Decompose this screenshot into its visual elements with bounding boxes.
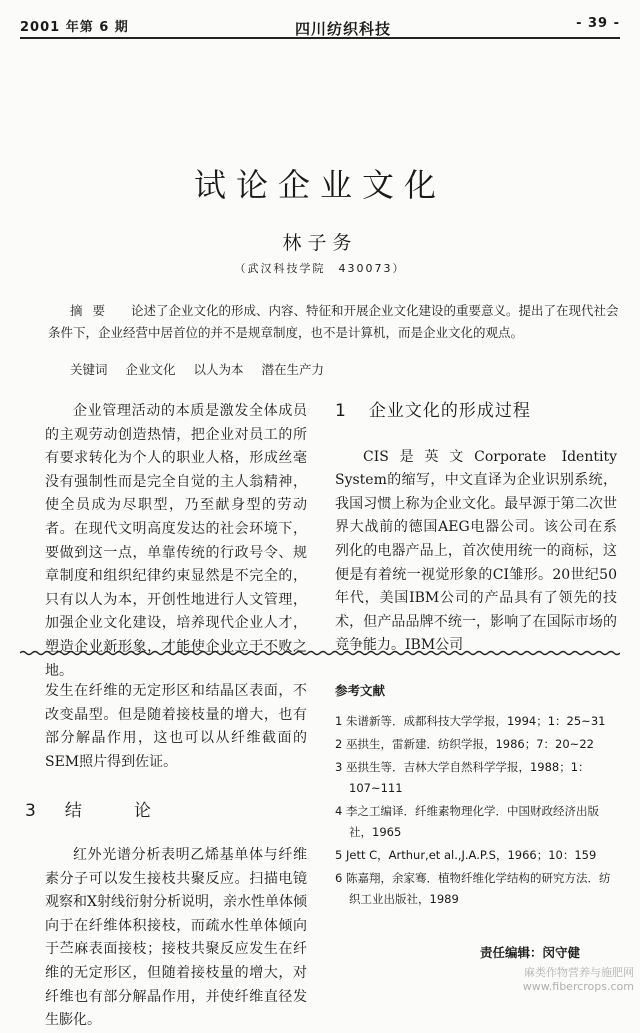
intro-column [45, 400, 307, 683]
header-rule [20, 37, 620, 39]
section1-paragraph: CIS是英文Corporate Identity System的缩写，中文直译为企业识别系统，我国习惯上称为企业文化。最早源于第二次世界大战前的德国AEG电器公司。该公司在系列化的电器产品上，首次使用统一的商标，这便是有着统一视觉形象的CI雏形。20世纪50年代，美国IBM公司的产品具有了领先的技术，但产品品牌不统一，影响了在国际市场的竞争能力。IBM公司 [335, 448, 617, 654]
keyword-item: 企业文化 [125, 362, 176, 377]
article-title: 试论企业文化 [193, 166, 446, 204]
section3-title: 结论 [64, 801, 203, 822]
author-affiliation: （武汉科技学院 430073） [234, 262, 406, 275]
watermark-line1: 麻类作物营养与施肥网 [524, 966, 634, 979]
section3-heading [25, 800, 307, 824]
references-heading: 参考文献 [335, 683, 386, 698]
prev-article-column [25, 680, 307, 1033]
section3-number: 3 [25, 801, 37, 822]
keywords [70, 360, 338, 378]
abstract-text: 论述了企业文化的形成、内容、特征和开展企业文化建设的重要意义。提出了在现代社会条件下，企业经营中居首位的并不是规章制度，也不是计算机，而是企业文化的观点。 [48, 303, 619, 340]
wavy-divider [20, 650, 620, 656]
continued-paragraph: 发生在纤维的无定形区和结晶区表面，不改变晶型。但是随着接枝量的增大，也有部分解晶作用，这也可以从纤维截面的SEM照片得到佐证。 [45, 683, 307, 770]
keyword-item: 潜在生产力 [261, 362, 325, 377]
section1-title: 企业文化的形成过程 [368, 401, 531, 421]
reference-item: 5 Jett C，Arthur,et al.,J.A.P.S，1966；10：159 [335, 848, 597, 862]
watermark-line2: www.fibercrops.com [522, 980, 634, 993]
reference-item: 2 巫拱生，雷新建．纺织学报，1986；7：20~22 [335, 737, 594, 751]
section1-number: 1 [335, 401, 347, 421]
reference-item: 4 李之工编译．纤维素物理化学．中国财政经济出版社，1965 [335, 804, 599, 839]
section1-column [335, 400, 617, 658]
abstract-label: 摘要 [70, 303, 116, 318]
keyword-item: 以人为本 [193, 362, 244, 377]
conclusion-paragraph: 红外光谱分析表明乙烯基单体与纤维素分子可以发生接枝共聚反应。扫描电镜观察和X射线衍射分析说明，亲水性单体倾向于在纤维体积接枝，而疏水性单体倾向于苎麻表面接枝；接枝共聚反应发生在纤维的无定形区，但随着接枝量的增大，对纤维也有部分解晶作用，并使纤维直径发生膨化。 [45, 846, 307, 1029]
responsible-editor: 责任编辑：闵守健 [480, 945, 581, 960]
keywords-label: 关键词 [70, 362, 108, 377]
reference-item: 3 巫拱生等．吉林大学自然科学学报，1988；1：107~111 [335, 760, 590, 795]
watermark [523, 966, 634, 994]
journal-name: 四川纺织科技 [295, 20, 392, 38]
issue-label: 2001 年第 6 期 [20, 20, 129, 35]
running-header [20, 12, 620, 36]
section1-heading [335, 400, 617, 424]
reference-item: 1 朱谱新等．成都科技大学学报，1994；1：25~31 [335, 714, 606, 728]
references [335, 680, 620, 912]
article-author: 林子务 [282, 232, 358, 254]
intro-paragraph: 企业管理活动的本质是激发全体成员的主观劳动创造热情，把企业对员工的所有要求转化为个人的职业人格，形成丝毫没有强制性而是完全自觉的主人翁精神，使全员成为尽职型，乃至献身型的劳动者。在现代文明高度发达的社会环境下，要做到这一点，单靠传统的行政号令、规章制度和组织纪律约束显然是不完全的，只有以人为本，开创性地进行人文管理，加强企业文化建设，培养现代企业人才，塑造企业新形象，才能使企业立于不败之地。 [45, 403, 307, 679]
reference-item: 6 陈嘉翔，余家骞．植物纤维化学结构的研究方法．纺织工业出版社，1989 [335, 871, 611, 906]
page-number: - 39 - [576, 16, 620, 31]
abstract [48, 300, 620, 344]
